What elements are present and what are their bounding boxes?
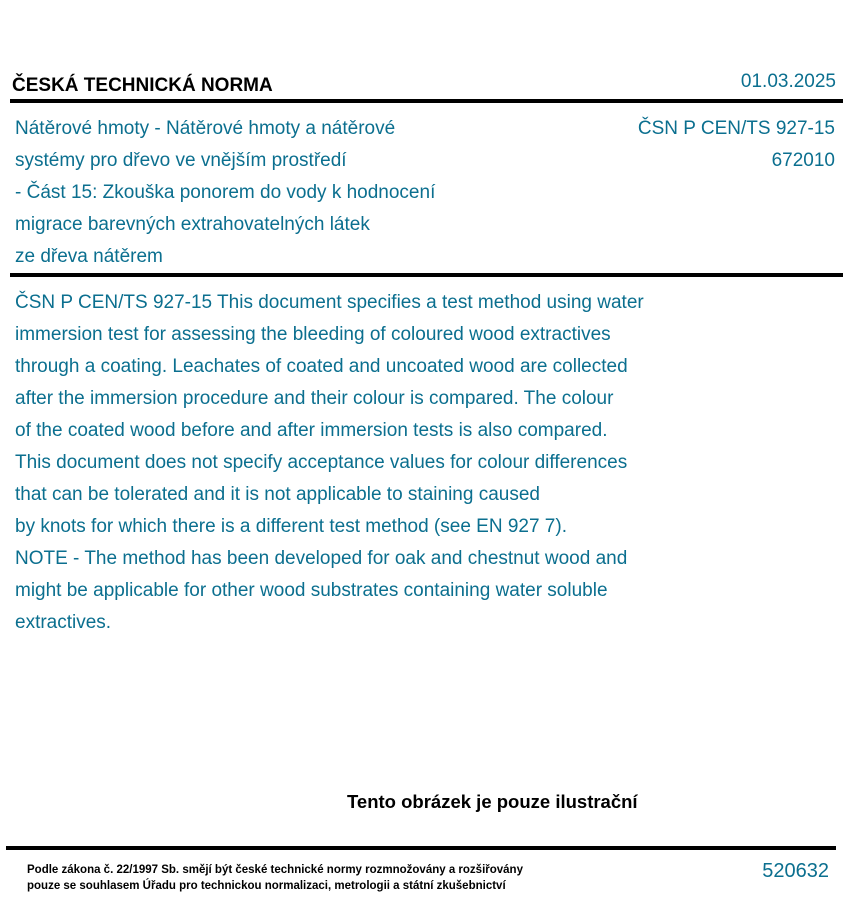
title-line: - Část 15: Zkouška ponorem do vody k hodnocení	[15, 182, 436, 203]
abstract-line: immersion test for assessing the bleeding of coloured wood extractives	[15, 324, 611, 345]
abstract-line: through a coating. Leachates of coated and uncoated wood are collected	[15, 356, 628, 377]
footer-divider	[6, 846, 836, 850]
abstract-line: might be applicable for other wood substrates containing water soluble	[15, 580, 608, 601]
abstract-line: of the coated wood before and after immersion tests is also compared.	[15, 420, 608, 441]
title-line: migrace barevných extrahovatelných látek	[15, 214, 370, 235]
legal-line: pouze se souhlasem Úřadu pro technickou normalizaci, metrologii a státní zkušebnictví	[27, 880, 506, 892]
abstract-line: after the immersion procedure and their colour is compared. The colour	[15, 388, 614, 409]
document-number: 520632	[762, 860, 829, 882]
abstract-text	[15, 287, 644, 639]
norm-label: ČESKÁ TECHNICKÁ NORMA	[12, 75, 273, 96]
standard-codes	[638, 113, 835, 177]
title-divider	[10, 273, 843, 277]
abstract-line: This document does not specify acceptance values for colour differences	[15, 452, 628, 473]
abstract-line: NOTE - The method has been developed for oak and chestnut wood and	[15, 548, 628, 569]
issue-date: 01.03.2025	[740, 71, 836, 92]
abstract-line: ČSN P CEN/TS 927-15 This document specifies a test method using water	[15, 292, 644, 313]
abstract-line: extractives.	[15, 612, 112, 633]
header-divider	[10, 99, 843, 103]
title-line: Nátěrové hmoty - Nátěrové hmoty a nátěrové	[15, 118, 396, 139]
illustration-note: Tento obrázek je pouze ilustrační	[347, 791, 638, 812]
legal-line: Podle zákona č. 22/1997 Sb. smějí být české technické normy rozmnožovány a rozšiřovány	[27, 864, 523, 876]
class-code: 672010	[771, 150, 835, 171]
standard-code: ČSN P CEN/TS 927-15	[637, 118, 835, 139]
title-line: systémy pro dřevo ve vnějším prostředí	[15, 150, 347, 171]
legal-notice	[27, 862, 523, 894]
abstract-line: by knots for which there is a different test method (see EN 927 7).	[15, 516, 567, 537]
abstract-line: that can be tolerated and it is not applicable to staining caused	[15, 484, 540, 505]
title-line: ze dřeva nátěrem	[15, 246, 163, 267]
document-title	[15, 113, 435, 273]
